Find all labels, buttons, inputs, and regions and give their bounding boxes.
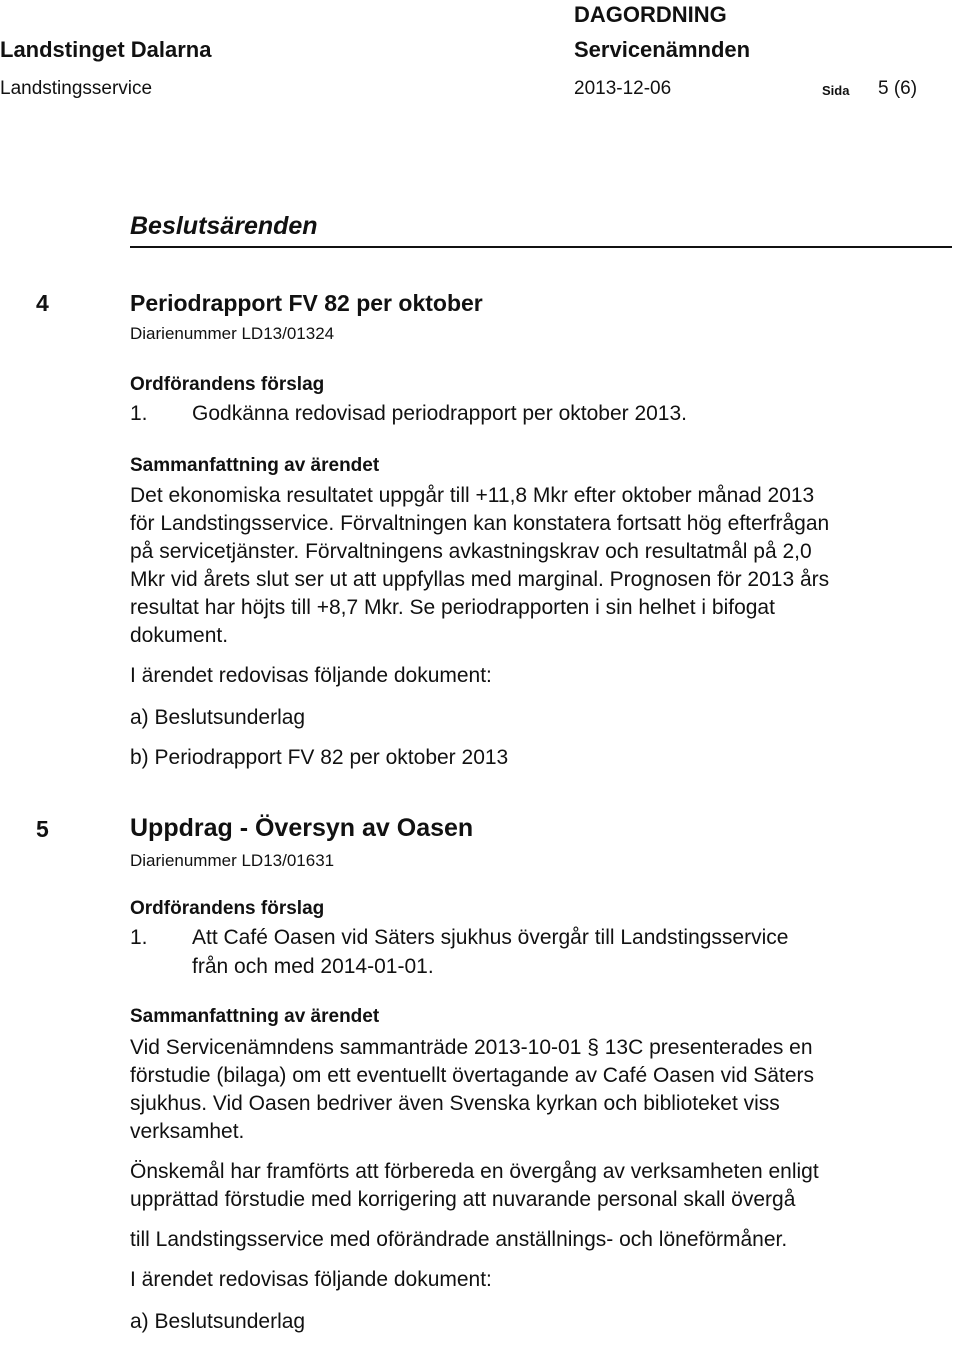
doc-item: b) Periodrapport FV 82 per oktober 2013 (130, 746, 509, 769)
summary-line: förstudie (bilaga) om ett eventuellt övertagande av Café Oasen vid Säters (130, 1064, 815, 1087)
page-number: 5 (6) (878, 78, 918, 99)
proposal-number: 1. (130, 926, 148, 949)
item-number: 4 (36, 290, 49, 316)
committee-name: Servicenämnden (574, 37, 751, 62)
doc-type: DAGORDNING (574, 2, 727, 27)
summary-line: verksamhet. (130, 1120, 245, 1143)
doc-item: a) Beslutsunderlag (130, 1310, 306, 1333)
org-name: Landstinget Dalarna (0, 37, 212, 62)
summary-line: på servicetjänster. Förvaltningens avkastningskrav och resultatmål på 2,0 (130, 540, 812, 563)
body-line: till Landstingsservice med oförändrade anställnings- och löneförmåner. (130, 1228, 788, 1251)
meeting-date: 2013-12-06 (574, 78, 672, 99)
unit-name: Landstingsservice (0, 78, 153, 99)
proposal-text: Att Café Oasen vid Säters sjukhus övergår till Landstingsservice (192, 926, 789, 949)
section-divider (130, 246, 952, 248)
doc-item: a) Beslutsunderlag (130, 706, 306, 729)
proposal-text: Godkänna redovisad periodrapport per oktober 2013. (192, 402, 687, 425)
summary-heading: Sammanfattning av ärendet (130, 455, 380, 476)
summary-line: resultat har höjts till +8,7 Mkr. Se periodrapporten i sin helhet i bifogat (130, 596, 775, 619)
proposal-heading: Ordförandens förslag (130, 374, 325, 395)
docs-intro: I ärendet redovisas följande dokument: (130, 1268, 492, 1291)
summary-heading: Sammanfattning av ärendet (130, 1006, 380, 1027)
item-number: 5 (36, 816, 49, 842)
summary-line: dokument. (130, 624, 229, 647)
page-label: Sida (822, 83, 850, 98)
body-line: Önskemål har framförts att förbereda en övergång av verksamheten enligt (130, 1160, 819, 1183)
proposal-heading: Ordförandens förslag (130, 898, 325, 919)
item-title: Periodrapport FV 82 per oktober (130, 290, 483, 316)
proposal-number: 1. (130, 402, 148, 425)
proposal-text: från och med 2014-01-01. (192, 955, 434, 978)
docs-intro: I ärendet redovisas följande dokument: (130, 664, 492, 687)
body-line: upprättad förstudie med korrigering att nuvarande personal skall övergå (130, 1188, 796, 1211)
section-title: Beslutsärenden (130, 212, 318, 240)
summary-line: sjukhus. Vid Oasen bedriver även Svenska kyrkan och biblioteket viss (130, 1092, 780, 1115)
summary-line: Mkr vid årets slut ser ut att uppfyllas med marginal. Prognosen för 2013 års (130, 568, 830, 591)
summary-line: för Landstingsservice. Förvaltningen kan konstatera fortsatt hög efterfrågan (130, 512, 830, 535)
summary-line: Det ekonomiska resultatet uppgår till +11,8 Mkr efter oktober månad 2013 (130, 484, 815, 507)
summary-line: Vid Servicenämndens sammanträde 2013-10-01 § 13C presenterades en (130, 1036, 813, 1059)
item-title: Uppdrag - Översyn av Oasen (130, 814, 474, 842)
diarienummer: Diarienummer LD13/01631 (130, 851, 335, 870)
diarienummer: Diarienummer LD13/01324 (130, 324, 335, 343)
